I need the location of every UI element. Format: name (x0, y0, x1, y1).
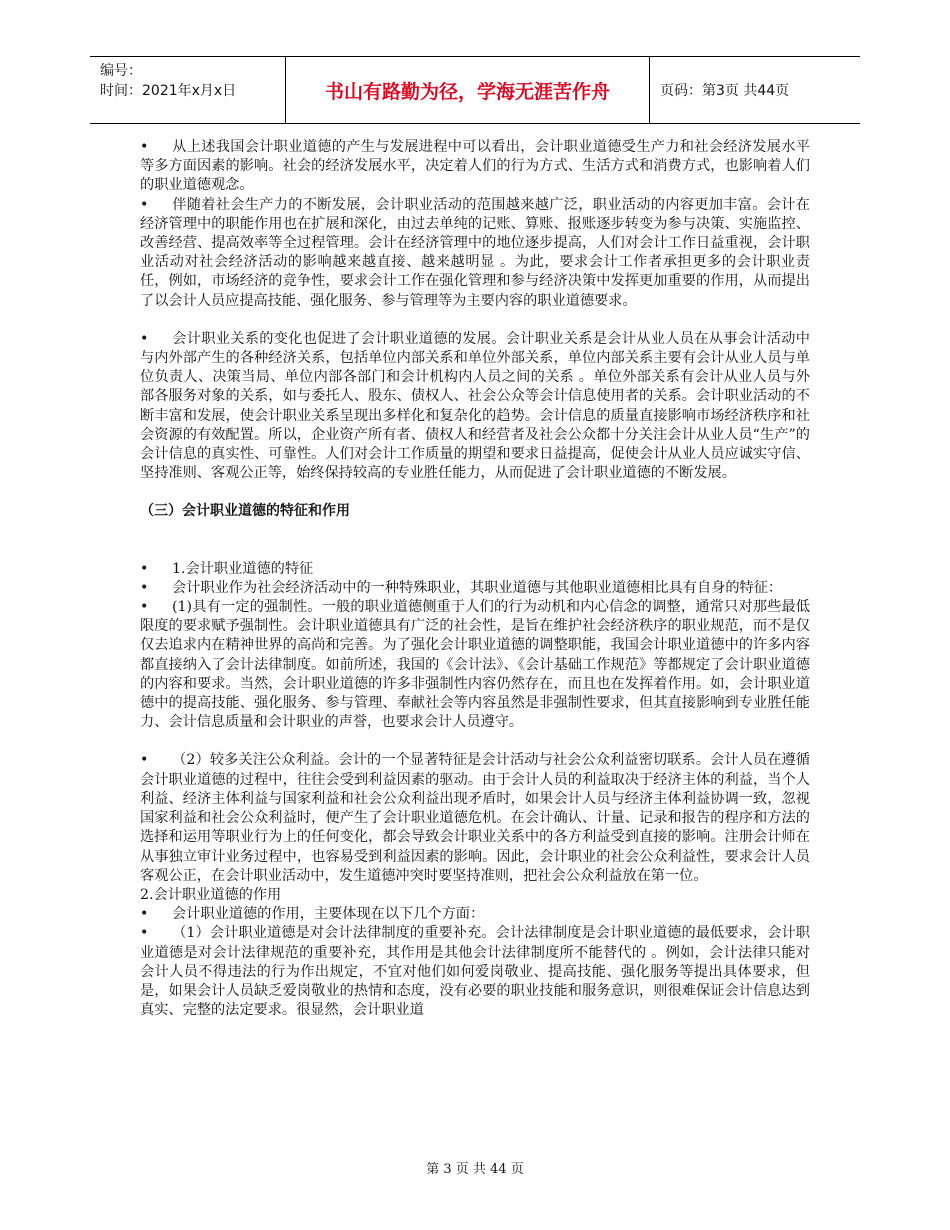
bullet-marker: • (140, 579, 149, 596)
header-meta (100, 61, 236, 101)
paragraph-text: 会计职业道德的作用，主要体现在以下几个方面： (172, 906, 485, 923)
paragraph (140, 905, 810, 924)
paragraph-text: （2）较多关注公众利益。会计的一个显著特征是会计活动与社会公众利益密切联系。会计人员在遵循会计职业道德的过程中，往往会受到利益因素的驱动。由于会计人员的利益取决于经济主体的利益，当个人利益、经济主体利益与国家利益和社会公众利益出现矛盾时，如果会计人员与经济主体利益协调一致，忽视国家利益和社会公众利益时，便产生了会计职业道德危机。在会计确认、计量、记录和报告的程序和方法的选择和运用等职业行为上的任何变化，都会导致会计职业关系中的各方利益受到直接的影响。注册会计师在从事独立审计业务过程中，也容易受到利益因素的影响。因此，会计职业的社会公众利益性，要求会计人员客观公正，在会计职业活动中，发生道德冲突时要坚持准则，把社会公众利益放在第一位。 (140, 752, 810, 884)
paragraph (140, 196, 810, 311)
paragraph (140, 598, 810, 732)
document-date: 时间：2021年x月x日 (100, 83, 237, 99)
paragraph (140, 138, 810, 196)
header-motto: 书山有路勤为径，学海无涯苦作舟 (324, 80, 610, 103)
header-page-info: 页码：第3页 共44页 (660, 83, 790, 99)
bullet-marker: • (140, 139, 149, 155)
header-divider (649, 57, 650, 123)
paragraph-text: 会计职业作为社会经济活动中的一种特殊职业，其职业道德与其他职业道德相比具有自身的特征： (172, 579, 783, 596)
subsection-title-text: 1.会计职业道德的特征 (172, 560, 314, 577)
section-heading: （三）会计职业道德的特征和作用 (140, 503, 350, 520)
subsection-title: 2.会计职业道德的作用 (140, 886, 282, 903)
bullet-marker: • (140, 560, 149, 577)
bullet-marker: • (140, 196, 149, 213)
subsection-title (140, 560, 810, 579)
bullet-marker: • (140, 925, 149, 942)
document-body (140, 138, 810, 1020)
paragraph (140, 579, 810, 598)
document-number-label: 编号： (100, 63, 142, 79)
paragraph-text: （1）会计职业道德是对会计法律制度的重要补充。会计法律制度是会计职业道德的最低要求，会计职业道德是对会计法律规范的重要补充，其作用是其他会计法律制度所不能替代的 。例如，会计法律只能对会计人员不得违法的行为作出规定，不宜对他们如何爱岗敬业、提高技能、强化服务等提出具体要求，但是，如果会计人员缺乏爱岗敬业的热情和态度，没有必要的职业技能和服务意识，则很难保证会计信息达到真实、完整的法定要求。很显然，会计职业道 (140, 925, 810, 1019)
bullet-marker: • (140, 330, 149, 347)
page-header (90, 56, 860, 124)
paragraph-text: (1)具有一定的强制性。一般的职业道德侧重于人们的行为动机和内心信念的调整，通常只对那些最低限度的要求赋予强制性。会计职业道德具有广泛的社会性，是旨在维护社会经济秩序的职业规范，而不是仅仅去追求内在精神世界的高尚和完善。为了强化会计职业道德的调整职能，我国会计职业道德中的许多内容都直接纳入了会计法律制度。如前所述，我国的《会计法》、《会计基础工作规范》等都规定了会计职业道德的内容和要求。当然，会计职业道德的许多非强制性内容仍然存在，而且也在发挥着作用。如，会计职业道德中的提高技能、强化服务、参与管理、奉献社会等内容虽然是非强制性要求，但其直接影响到专业胜任能力、会计信息质量和会计职业的声誉，也要求会计人员遵守。 (140, 599, 810, 731)
paragraph (140, 751, 810, 885)
paragraph (140, 924, 810, 1020)
paragraph-text: 会计职业关系的变化也促进了会计职业道德的发展。会计职业关系是会计从业人员在从事会计活动中与内外部产生的各种经济关系，包括单位内部关系和单位外部关系，单位内部关系主要有会计从业人员与单位负责人、决策当局、单位内部各部门和会计机构内人员之间的关系 。单位外部关系有会计从业人员与外部各服务对象的关系，如与委托人、股东、债权人、社会公众等会计信息使用者的关系。会计职业活动的不断丰富和发展，使会计职业关系呈现出多样化和复杂化的趋势。会计信息的质量直接影响市场经济秩序和社会资源的有效配置。所以，企业资产所有者、债权人和经营者及社会公众都十分关注会计从业人员“生产”的会计信息的真实性、可靠性。人们对会计工作质量的期望和要求日益提高，促使会计从业人员应诚实守信、坚持准则、客观公正等，始终保持较高的专业胜任能力，从而促进了会计职业道德的不断发展。 (140, 330, 810, 482)
page-footer: 第 3 页 共 44 页 (426, 1162, 524, 1177)
paragraph (140, 330, 810, 484)
paragraph-text: 伴随着社会生产力的不断发展，会计职业活动的范围越来越广泛，职业活动的内容更加丰富。会计在经济管理中的职能作用也在扩展和深化，由过去单纯的记账、算账、报账逐步转变为参与决策、实施监控、改善经营、提高效率等全过程管理。会计在经济管理中的地位逐步提高，人们对会计工作日益重视，会计职业活动对社会经济活动的影响越来越直接、越来越明显 。为此，要求会计工作者承担更多的会计职业责任，例如，市场经济的竞争性，要求会计工作在强化管理和参与经济决策中发挥更加重要的作用，从而提出了以会计人员应提高技能、强化服务、参与管理等为主要内容的职业道德要求。 (140, 196, 810, 309)
bullet-marker: • (140, 599, 149, 616)
bullet-marker: • (140, 752, 149, 769)
bullet-marker: • (140, 906, 149, 923)
paragraph-text: 从上述我国会计职业道德的产生与发展进程中可以看出，会计职业道德受生产力和社会经济发展水平等多方面因素的影响。社会的经济发展水平，决定着人们的行为方式、生活方式和消费方式，也影响着人们的职业道德观念。 (140, 139, 810, 194)
